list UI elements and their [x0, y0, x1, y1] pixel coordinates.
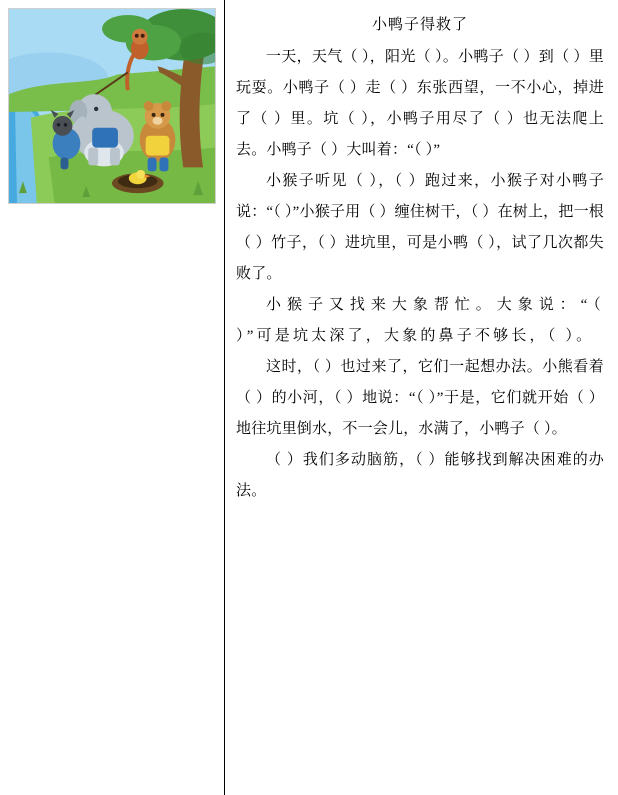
worksheet-text-column: [226, 0, 618, 795]
paragraph-1: 一天，天气（ ），阳光（ ）。小鸭子（ ）到（ ）里玩耍。小鸭子（ ）走（ ）东张西望，一不小心，掉进了（ ）里。坑（ ），小鸭子用尽了（ ）也无法爬上去。小鸭子（ ）大叫着：“（ ）”: [236, 49, 604, 158]
story-illustration: [8, 8, 216, 204]
illustration-column: [0, 0, 225, 795]
paragraph-3: 小猴子又找来大象帮忙。大象说：“（ ）”可是坑太深了，大象的鼻子不够长，（ ）。: [236, 297, 604, 344]
paragraph-2: 小猴子听见（ ），（ ）跑过来，小猴子对小鸭子说：“（ ）”小猴子用（ ）缠住树干，（ ）在树上，把一根（ ）竹子，（ ）进坑里，可是小鸭（ ），试了几次都失败了。: [236, 173, 604, 282]
paragraph-4: 这时，（ ）也过来了，它们一起想办法。小熊看着（ ）的小河，（ ）地说：“（ ）”于是，它们就开始（ ）地往坑里倒水，不一会儿，水满了，小鸭子（ ）。: [236, 359, 604, 437]
page-title: 小鸭子得救了: [371, 17, 468, 33]
cartoon-animals-by-river-icon: [9, 9, 215, 203]
paragraph-5: （ ）我们多动脑筋，（ ）能够找到解决困难的办法。: [236, 452, 604, 499]
